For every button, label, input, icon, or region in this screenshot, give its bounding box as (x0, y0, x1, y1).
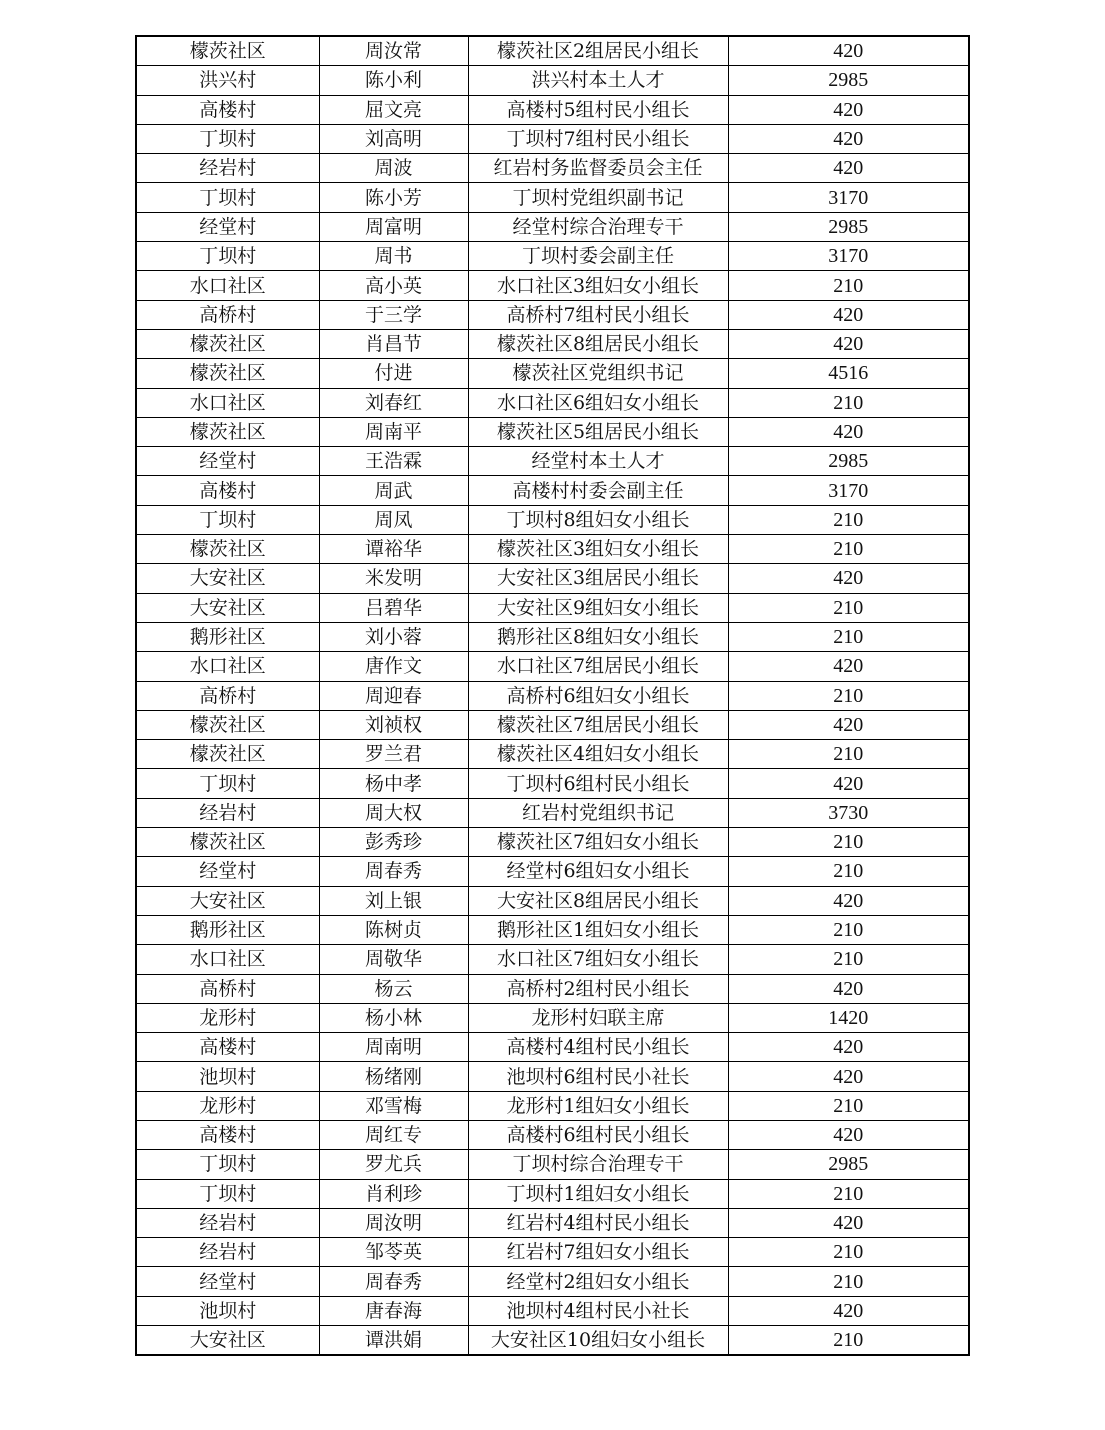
cell-amount: 4516 (728, 359, 969, 388)
table-row (136, 1267, 969, 1296)
cell-amount: 210 (728, 857, 969, 886)
table-row (136, 124, 969, 153)
cell-name: 彭秀珍 (319, 828, 468, 857)
table-row (136, 652, 969, 681)
cell-name: 刘上银 (319, 886, 468, 915)
cell-position: 檬茨社区3组妇女小组长 (468, 535, 728, 564)
cell-amount: 420 (728, 329, 969, 358)
table-body (136, 36, 969, 1355)
cell-name: 周大权 (319, 798, 468, 827)
cell-amount: 420 (728, 1208, 969, 1237)
cell-name: 周南平 (319, 417, 468, 446)
cell-amount: 2985 (728, 212, 969, 241)
table-row (136, 681, 969, 710)
cell-name: 杨云 (319, 974, 468, 1003)
cell-unit: 大安社区 (136, 886, 319, 915)
cell-amount: 210 (728, 681, 969, 710)
cell-amount: 210 (728, 1238, 969, 1267)
cell-name: 刘祯权 (319, 710, 468, 739)
cell-unit: 高楼村 (136, 476, 319, 505)
cell-name: 刘小蓉 (319, 622, 468, 651)
table-row (136, 1120, 969, 1149)
cell-name: 肖昌节 (319, 329, 468, 358)
cell-unit: 鹅形社区 (136, 915, 319, 944)
cell-amount: 420 (728, 1120, 969, 1149)
cell-amount: 210 (728, 271, 969, 300)
cell-unit: 经堂村 (136, 857, 319, 886)
cell-name: 陈小利 (319, 66, 468, 95)
cell-amount: 420 (728, 95, 969, 124)
cell-amount: 420 (728, 36, 969, 66)
cell-unit: 檬茨社区 (136, 359, 319, 388)
cell-unit: 经堂村 (136, 447, 319, 476)
cell-name: 周汝明 (319, 1208, 468, 1237)
cell-unit: 经堂村 (136, 1267, 319, 1296)
table-row (136, 564, 969, 593)
cell-name: 肖利珍 (319, 1179, 468, 1208)
cell-position: 丁坝村党组织副书记 (468, 183, 728, 212)
cell-amount: 420 (728, 1033, 969, 1062)
cell-amount: 210 (728, 1091, 969, 1120)
cell-name: 于三学 (319, 300, 468, 329)
table-row (136, 329, 969, 358)
cell-position: 丁坝村6组村民小组长 (468, 769, 728, 798)
table-row (136, 1326, 969, 1356)
cell-position: 丁坝村委会副主任 (468, 242, 728, 271)
cell-unit: 水口社区 (136, 652, 319, 681)
cell-unit: 水口社区 (136, 271, 319, 300)
table-row (136, 505, 969, 534)
cell-name: 罗尤兵 (319, 1150, 468, 1179)
table-row (136, 1208, 969, 1237)
subsidy-table (135, 35, 970, 1356)
cell-name: 周春秀 (319, 1267, 468, 1296)
cell-amount: 420 (728, 1062, 969, 1091)
table-row (136, 857, 969, 886)
cell-unit: 丁坝村 (136, 183, 319, 212)
cell-unit: 丁坝村 (136, 505, 319, 534)
cell-position: 池坝村6组村民小社长 (468, 1062, 728, 1091)
cell-amount: 210 (728, 915, 969, 944)
cell-unit: 高桥村 (136, 300, 319, 329)
cell-unit: 檬茨社区 (136, 417, 319, 446)
cell-amount: 3170 (728, 476, 969, 505)
cell-amount: 420 (728, 652, 969, 681)
cell-unit: 水口社区 (136, 388, 319, 417)
cell-name: 周富明 (319, 212, 468, 241)
cell-name: 杨小林 (319, 1003, 468, 1032)
cell-unit: 丁坝村 (136, 1179, 319, 1208)
cell-unit: 大安社区 (136, 564, 319, 593)
cell-unit: 池坝村 (136, 1062, 319, 1091)
cell-position: 檬茨社区2组居民小组长 (468, 36, 728, 66)
cell-position: 高桥村6组妇女小组长 (468, 681, 728, 710)
cell-unit: 丁坝村 (136, 769, 319, 798)
cell-name: 付进 (319, 359, 468, 388)
cell-amount: 210 (728, 740, 969, 769)
cell-position: 红岩村党组织书记 (468, 798, 728, 827)
cell-amount: 3170 (728, 183, 969, 212)
cell-amount: 2985 (728, 447, 969, 476)
cell-amount: 210 (728, 622, 969, 651)
table-row (136, 1238, 969, 1267)
cell-name: 周波 (319, 154, 468, 183)
cell-unit: 檬茨社区 (136, 36, 319, 66)
cell-amount: 210 (728, 1326, 969, 1356)
cell-name: 周书 (319, 242, 468, 271)
cell-position: 檬茨社区7组居民小组长 (468, 710, 728, 739)
cell-position: 丁坝村1组妇女小组长 (468, 1179, 728, 1208)
table-row (136, 622, 969, 651)
cell-unit: 大安社区 (136, 1326, 319, 1356)
cell-name: 刘春红 (319, 388, 468, 417)
cell-unit: 檬茨社区 (136, 535, 319, 564)
cell-amount: 3170 (728, 242, 969, 271)
table-row (136, 1179, 969, 1208)
cell-amount: 210 (728, 535, 969, 564)
cell-name: 周红专 (319, 1120, 468, 1149)
table-row (136, 828, 969, 857)
cell-name: 王浩霖 (319, 447, 468, 476)
table-row (136, 300, 969, 329)
cell-amount: 420 (728, 417, 969, 446)
cell-position: 檬茨社区4组妇女小组长 (468, 740, 728, 769)
cell-position: 水口社区7组妇女小组长 (468, 945, 728, 974)
cell-amount: 420 (728, 564, 969, 593)
cell-position: 龙形村1组妇女小组长 (468, 1091, 728, 1120)
cell-position: 龙形村妇联主席 (468, 1003, 728, 1032)
table-row (136, 388, 969, 417)
cell-amount: 2985 (728, 66, 969, 95)
table-row (136, 154, 969, 183)
cell-unit: 丁坝村 (136, 1150, 319, 1179)
cell-unit: 高楼村 (136, 1033, 319, 1062)
cell-amount: 420 (728, 974, 969, 1003)
cell-amount: 420 (728, 886, 969, 915)
cell-position: 丁坝村8组妇女小组长 (468, 505, 728, 534)
cell-name: 周汝常 (319, 36, 468, 66)
cell-position: 高楼村村委会副主任 (468, 476, 728, 505)
cell-position: 大安社区8组居民小组长 (468, 886, 728, 915)
cell-unit: 檬茨社区 (136, 329, 319, 358)
cell-amount: 2985 (728, 1150, 969, 1179)
cell-position: 经堂村综合治理专干 (468, 212, 728, 241)
cell-position: 经堂村6组妇女小组长 (468, 857, 728, 886)
cell-name: 周南明 (319, 1033, 468, 1062)
cell-name: 谭裕华 (319, 535, 468, 564)
cell-unit: 池坝村 (136, 1296, 319, 1325)
cell-unit: 高楼村 (136, 1120, 319, 1149)
table-row (136, 593, 969, 622)
table-row (136, 1033, 969, 1062)
cell-position: 檬茨社区7组妇女小组长 (468, 828, 728, 857)
cell-unit: 洪兴村 (136, 66, 319, 95)
cell-position: 水口社区3组妇女小组长 (468, 271, 728, 300)
cell-name: 周武 (319, 476, 468, 505)
cell-name: 刘高明 (319, 124, 468, 153)
cell-position: 水口社区7组居民小组长 (468, 652, 728, 681)
table-row (136, 1296, 969, 1325)
cell-unit: 经岩村 (136, 798, 319, 827)
table-row (136, 476, 969, 505)
cell-unit: 经岩村 (136, 1238, 319, 1267)
table-row (136, 242, 969, 271)
cell-name: 杨中孝 (319, 769, 468, 798)
cell-unit: 高楼村 (136, 95, 319, 124)
cell-name: 屈文亮 (319, 95, 468, 124)
cell-name: 米发明 (319, 564, 468, 593)
table-row (136, 183, 969, 212)
cell-unit: 檬茨社区 (136, 740, 319, 769)
table-row (136, 212, 969, 241)
cell-unit: 檬茨社区 (136, 710, 319, 739)
cell-name: 吕碧华 (319, 593, 468, 622)
cell-amount: 210 (728, 828, 969, 857)
table-row (136, 359, 969, 388)
cell-amount: 210 (728, 388, 969, 417)
cell-unit: 丁坝村 (136, 124, 319, 153)
cell-position: 檬茨社区5组居民小组长 (468, 417, 728, 446)
cell-amount: 210 (728, 1267, 969, 1296)
cell-unit: 经堂村 (136, 212, 319, 241)
table-row (136, 1062, 969, 1091)
cell-position: 红岩村4组村民小组长 (468, 1208, 728, 1237)
cell-unit: 檬茨社区 (136, 828, 319, 857)
cell-amount: 210 (728, 1179, 969, 1208)
cell-name: 陈小芳 (319, 183, 468, 212)
cell-name: 唐春海 (319, 1296, 468, 1325)
cell-amount: 1420 (728, 1003, 969, 1032)
cell-position: 高楼村6组村民小组长 (468, 1120, 728, 1149)
cell-name: 罗兰君 (319, 740, 468, 769)
cell-amount: 420 (728, 300, 969, 329)
cell-unit: 鹅形社区 (136, 622, 319, 651)
cell-amount: 420 (728, 769, 969, 798)
cell-position: 檬茨社区8组居民小组长 (468, 329, 728, 358)
table-row (136, 66, 969, 95)
table-row (136, 886, 969, 915)
cell-name: 周春秀 (319, 857, 468, 886)
cell-position: 红岩村7组妇女小组长 (468, 1238, 728, 1267)
cell-unit: 经岩村 (136, 154, 319, 183)
cell-name: 邹苓英 (319, 1238, 468, 1267)
cell-unit: 丁坝村 (136, 242, 319, 271)
table-row (136, 417, 969, 446)
table-row (136, 974, 969, 1003)
table-row (136, 535, 969, 564)
table-row (136, 710, 969, 739)
cell-position: 丁坝村综合治理专干 (468, 1150, 728, 1179)
cell-position: 大安社区10组妇女小组长 (468, 1326, 728, 1356)
cell-amount: 210 (728, 593, 969, 622)
cell-name: 陈树贞 (319, 915, 468, 944)
table-row (136, 447, 969, 476)
cell-unit: 经岩村 (136, 1208, 319, 1237)
cell-name: 杨绪刚 (319, 1062, 468, 1091)
table-row (136, 769, 969, 798)
table-row (136, 740, 969, 769)
cell-unit: 水口社区 (136, 945, 319, 974)
table-row (136, 1150, 969, 1179)
table-row (136, 1091, 969, 1120)
cell-amount: 210 (728, 505, 969, 534)
cell-position: 丁坝村7组村民小组长 (468, 124, 728, 153)
cell-position: 高楼村4组村民小组长 (468, 1033, 728, 1062)
cell-position: 鹅形社区1组妇女小组长 (468, 915, 728, 944)
cell-position: 高桥村7组村民小组长 (468, 300, 728, 329)
cell-amount: 3730 (728, 798, 969, 827)
cell-name: 周敬华 (319, 945, 468, 974)
cell-position: 大安社区9组妇女小组长 (468, 593, 728, 622)
table-row (136, 945, 969, 974)
table-row (136, 1003, 969, 1032)
table-row (136, 36, 969, 66)
cell-position: 高楼村5组村民小组长 (468, 95, 728, 124)
cell-unit: 高桥村 (136, 974, 319, 1003)
cell-unit: 高桥村 (136, 681, 319, 710)
cell-name: 谭洪娟 (319, 1326, 468, 1356)
table-row (136, 95, 969, 124)
cell-name: 高小英 (319, 271, 468, 300)
table-row (136, 798, 969, 827)
cell-unit: 龙形村 (136, 1091, 319, 1120)
cell-name: 邓雪梅 (319, 1091, 468, 1120)
table-row (136, 271, 969, 300)
cell-unit: 龙形村 (136, 1003, 319, 1032)
cell-position: 鹅形社区8组妇女小组长 (468, 622, 728, 651)
cell-position: 大安社区3组居民小组长 (468, 564, 728, 593)
cell-name: 唐作文 (319, 652, 468, 681)
cell-position: 经堂村2组妇女小组长 (468, 1267, 728, 1296)
cell-position: 红岩村务监督委员会主任 (468, 154, 728, 183)
cell-amount: 420 (728, 154, 969, 183)
cell-amount: 420 (728, 710, 969, 739)
cell-amount: 420 (728, 1296, 969, 1325)
cell-name: 周迎春 (319, 681, 468, 710)
cell-position: 洪兴村本土人才 (468, 66, 728, 95)
cell-position: 池坝村4组村民小社长 (468, 1296, 728, 1325)
cell-amount: 420 (728, 124, 969, 153)
cell-position: 高桥村2组村民小组长 (468, 974, 728, 1003)
cell-unit: 大安社区 (136, 593, 319, 622)
cell-position: 经堂村本土人才 (468, 447, 728, 476)
cell-position: 水口社区6组妇女小组长 (468, 388, 728, 417)
table-row (136, 915, 969, 944)
cell-name: 周凤 (319, 505, 468, 534)
cell-position: 檬茨社区党组织书记 (468, 359, 728, 388)
cell-amount: 210 (728, 945, 969, 974)
